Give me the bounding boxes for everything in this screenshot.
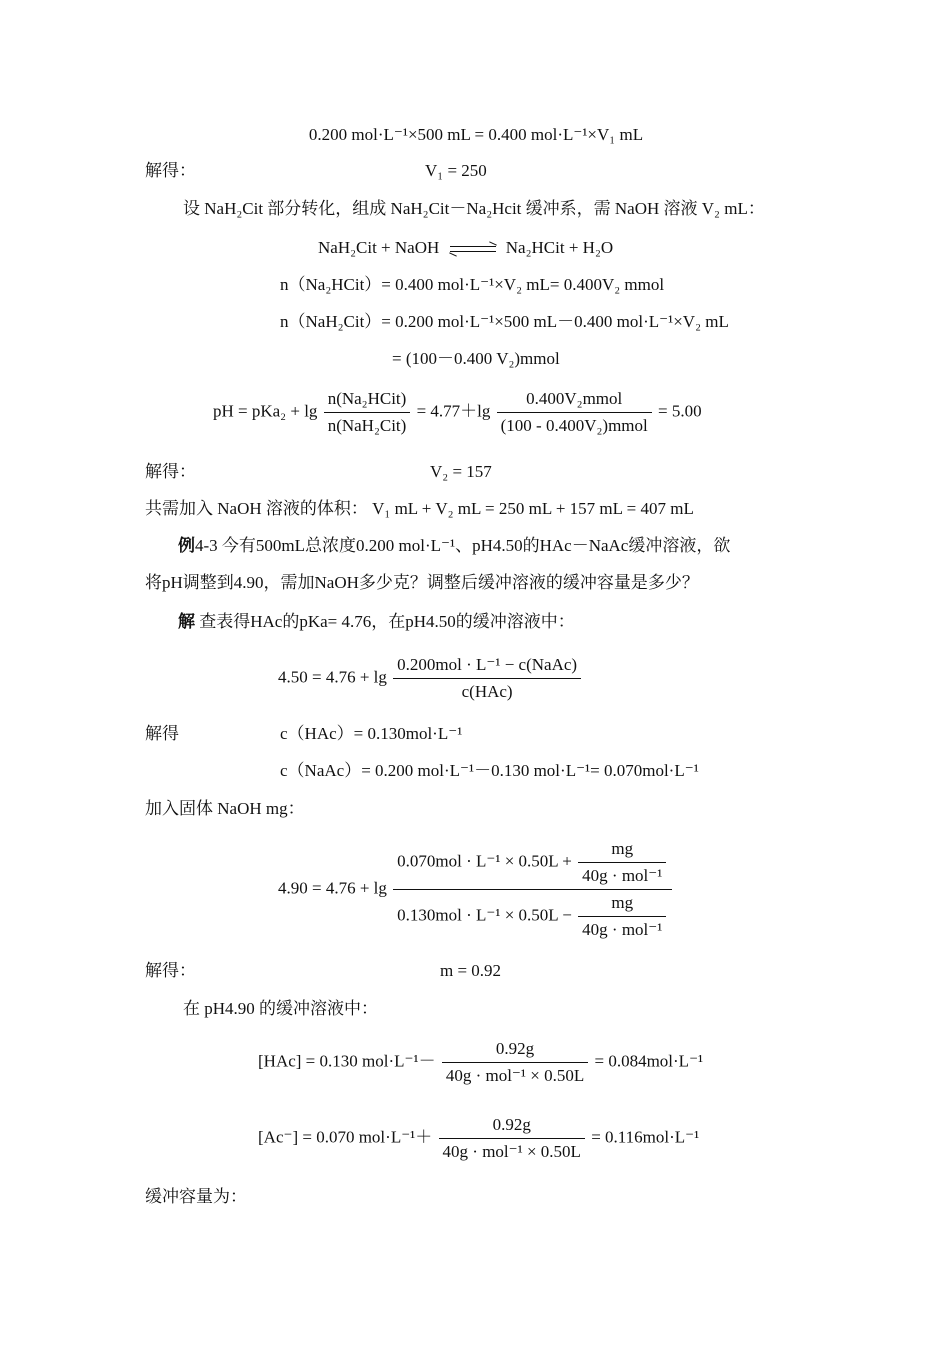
eq-n-nah2cit-simplified: = (100－0.400 V₂)mmol	[392, 349, 560, 368]
ph-rhs: = 5.00	[658, 401, 702, 421]
fraction-denominator	[393, 890, 672, 941]
example-line-2: 将pH调整到4.90，需加NaOH多少克？调整后缓冲溶液的缓冲容量是多少？	[145, 573, 699, 592]
eq-dilution: 0.200 mol·L⁻¹×500 mL = 0.400 mol·L⁻¹×V₁ mL	[308, 125, 644, 144]
fraction-denominator: c(HAc)	[461, 682, 513, 701]
eq-ph-490	[278, 838, 674, 941]
eq-ph-calculation	[213, 388, 702, 437]
fraction-numerator: mg	[578, 838, 666, 863]
eq-hac-rhs: = 0.084mol·L⁻¹	[594, 1051, 704, 1071]
eq-ac-conc	[258, 1114, 699, 1163]
fraction-numerator: 0.92g	[439, 1114, 585, 1139]
eq-n-nah2cit: n（NaH₂Cit）= 0.200 mol·L⁻¹×500 mL－0.400 mol·L⁻¹×V₂ mL	[280, 312, 729, 331]
eq-n-na2hcit: n（Na₂HCit）= 0.400 mol·L⁻¹×V₂ mL= 0.400V₂ mmol	[280, 275, 665, 294]
reaction-left: NaH₂Cit + NaOH	[318, 238, 440, 257]
denominator-term: 0.130mol · L⁻¹ × 0.50L −	[397, 905, 572, 925]
fraction-numerator: 0.92g	[442, 1038, 588, 1063]
fraction-denominator: n(NaH₂Cit)	[327, 416, 407, 435]
buffer-capacity-label: 缓冲容量为：	[145, 1187, 247, 1206]
fraction-denominator: 40g · mol⁻¹	[582, 920, 663, 939]
numerator-term: 0.070mol · L⁻¹ × 0.50L +	[397, 851, 572, 871]
reaction-right: Na₂HCit + H₂O	[505, 238, 614, 257]
solution-text: 查表得HAc的pKa= 4.76，在pH4.50的缓冲溶液中：	[195, 612, 575, 631]
ph-mid: = 4.77＋lg	[416, 401, 491, 421]
label-solve-3: 解得	[145, 724, 179, 743]
fraction-n-ratio	[324, 388, 411, 437]
example-line-1	[178, 535, 730, 557]
fraction-complex	[393, 838, 672, 941]
result-m: m = 0.92	[440, 961, 502, 980]
fraction-mass-molar	[578, 838, 666, 887]
example-label: 例	[178, 536, 195, 555]
result-v2: V₂ = 157	[430, 462, 492, 481]
solution-label: 解	[178, 612, 195, 631]
equilibrium-arrow-icon	[450, 244, 496, 254]
eq-ph-490-lhs: 4.90 = 4.76 + lg	[278, 878, 387, 898]
reaction-equation	[318, 237, 613, 259]
label-solve-2: 解得：	[145, 462, 196, 481]
result-c-hac: c（HAc）= 0.130mol·L⁻¹	[280, 724, 463, 743]
total-volume: 共需加入 NaOH 溶液的体积： V₁ mL + V₂ mL = 250 mL + 157 mL = 407 mL	[145, 499, 694, 518]
fraction-denominator: (100 - 0.400V₂)mmol	[500, 416, 648, 435]
add-naoh-line: 加入固体 NaOH mg：	[145, 799, 305, 818]
fraction-denominator: 40g · mol⁻¹ × 0.50L	[442, 1142, 581, 1161]
label-solve-1: 解得：	[145, 161, 196, 180]
fraction-ac	[439, 1114, 585, 1163]
example-text-1: 4-3 今有500mL总浓度0.200 mol·L⁻¹、pH4.50的HAc－NaAc缓冲溶液，欲	[195, 536, 731, 555]
eq-hac-conc	[258, 1038, 703, 1087]
label-solve-4: 解得：	[145, 961, 196, 980]
eq-hac-lhs: [HAc] = 0.130 mol·L⁻¹－	[258, 1051, 436, 1071]
buffer-490-intro: 在 pH4.90 的缓冲溶液中：	[183, 999, 379, 1018]
fraction-mmol-ratio	[497, 388, 652, 437]
fraction-naac-hac	[393, 654, 581, 703]
fraction-denominator: 40g · mol⁻¹ × 0.50L	[445, 1066, 585, 1085]
fraction-mass-molar	[578, 892, 666, 941]
fraction-numerator: n(Na₂HCit)	[324, 388, 411, 413]
result-c-naac: c（NaAc）= 0.200 mol·L⁻¹－0.130 mol·L⁻¹= 0.070mol·L⁻¹	[280, 761, 699, 780]
paragraph-setup: 设 NaH₂Cit 部分转化，组成 NaH₂Cit－Na₂Hcit 缓冲系，需 NaOH 溶液 V₂ mL：	[183, 199, 765, 218]
fraction-numerator: 0.200mol · L⁻¹ − c(NaAc)	[393, 654, 581, 679]
fraction-denominator: 40g · mol⁻¹	[582, 866, 663, 885]
eq-ph-450-lhs: 4.50 = 4.76 + lg	[278, 667, 387, 687]
fraction-numerator	[393, 838, 672, 890]
solution-intro	[178, 611, 575, 633]
result-v1: V₁ = 250	[425, 161, 487, 180]
ph-lhs: pH = pKa₂ + lg	[213, 401, 318, 421]
eq-ph-450	[278, 654, 583, 703]
eq-ac-rhs: = 0.116mol·L⁻¹	[591, 1127, 700, 1147]
eq-ac-lhs: [Ac⁻] = 0.070 mol·L⁻¹＋	[258, 1127, 433, 1147]
fraction-numerator: 0.400V₂mmol	[497, 388, 652, 413]
fraction-hac	[442, 1038, 588, 1087]
fraction-numerator: mg	[578, 892, 666, 917]
